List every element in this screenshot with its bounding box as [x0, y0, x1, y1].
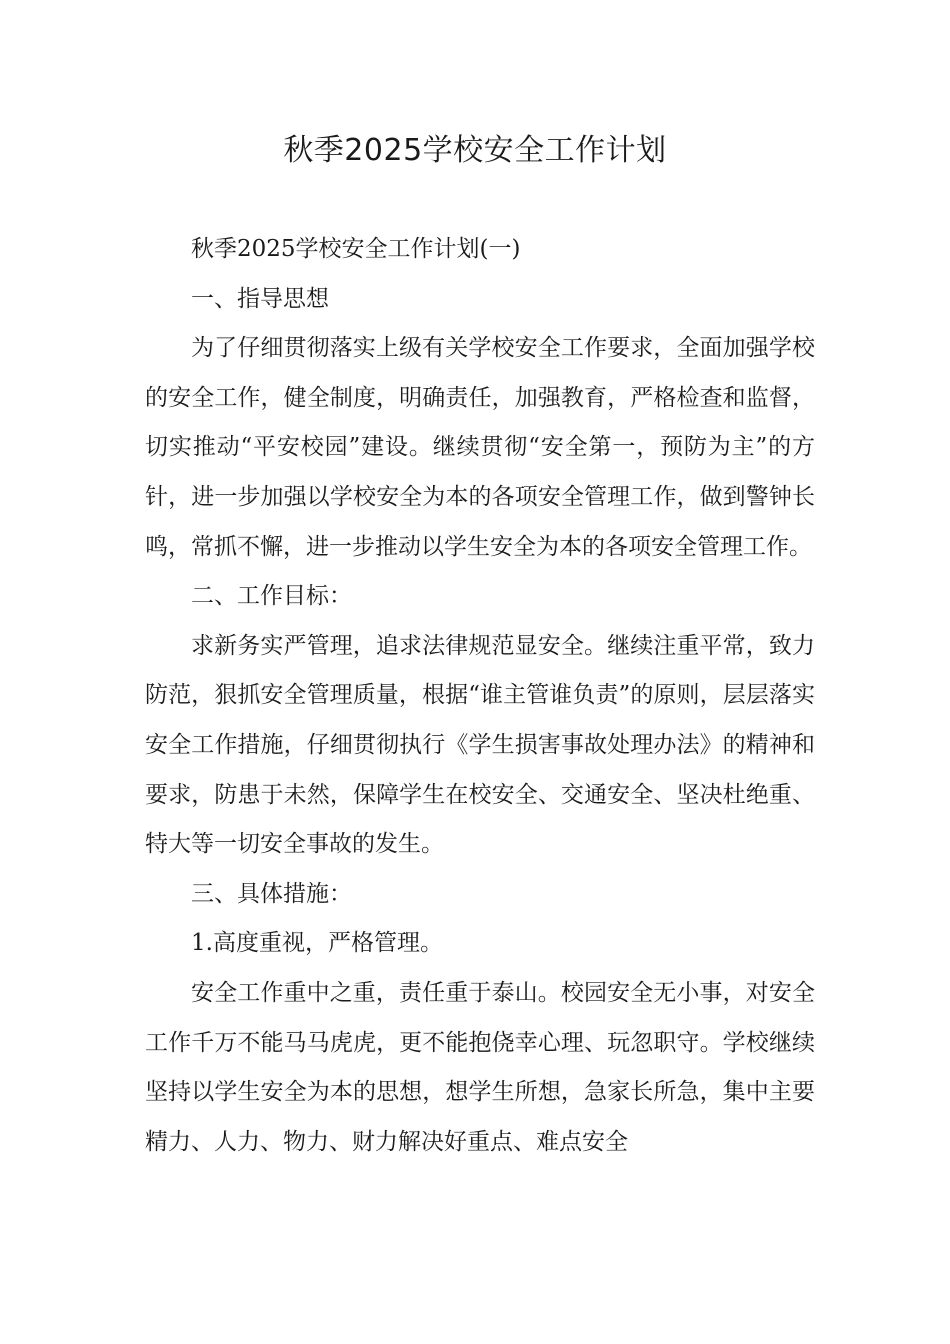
document-body [145, 225, 815, 1167]
document-title: 秋季2025学校安全工作计划 [283, 133, 667, 168]
list-item-heading: 1.高度重视，严格管理。 [191, 930, 443, 957]
subtitle-paragraph: 秋季2025学校安全工作计划(一) [191, 236, 521, 262]
body-paragraph: 安全工作重中之重，责任重于泰山。校园安全无小事，对安全工作千万不能马马虎虎，更不能抱侥幸心理、玩忽职守。学校继续坚持以学生安全为本的思想，想学生所想，急家长所急，集中主要精力、人力、物力、财力解决好重点、难点安全 [145, 979, 815, 1155]
section-heading-guiding-ideology: 一、指导思想 [191, 285, 329, 312]
section-heading-work-goals: 二、工作目标： [191, 583, 352, 610]
body-paragraph: 为了仔细贯彻落实上级有关学校安全工作要求，全面加强学校的安全工作，健全制度，明确责任，加强教育，严格检查和监督，切实推动“平安校园”建设。继续贯彻“安全第一，预防为主”的方针，进一步加强以学校安全为本的各项安全管理工作，做到警钟长鸣，常抓不懈，进一步推动以学生安全为本的各项安全管理工作。 [145, 335, 815, 560]
section-heading-specific-measures: 三、具体措施： [191, 880, 352, 907]
body-paragraph: 求新务实严管理，追求法律规范显安全。继续注重平常，致力防范，狠抓安全管理质量，根据“谁主管谁负责”的原则，层层落实安全工作措施，仔细贯彻执行《学生损害事故处理办法》的精神和要求，防患于未然，保障学生在校安全、交通安全、坚决杜绝重、特大等一切安全事故的发生。 [145, 632, 815, 858]
